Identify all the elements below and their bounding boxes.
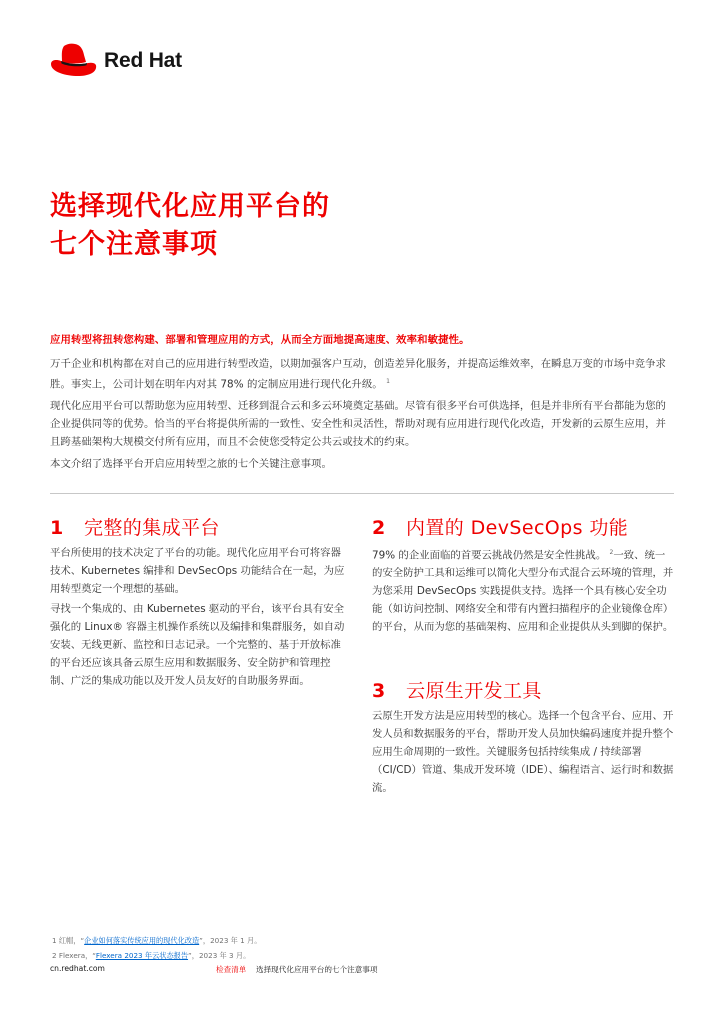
brand-logo[interactable] (50, 42, 182, 80)
footnote-1-link[interactable]: 企业如何落实传统应用的现代化改造 (84, 936, 200, 945)
brand-name: Red Hat (104, 49, 182, 72)
section-2-paragraph (372, 544, 674, 636)
footnote-1-quote-close: ” (199, 936, 203, 945)
intro-paragraph-2: 现代化应用平台可以帮助您为应用转型、迁移到混合云和多云环境奠定基础。尽管有很多平台可供选择，但是并非所有平台都能为您的企业提供同等的优势。恰当的平台将提供所需的一致性、安全性和灵活性，帮助对现有应用进行现代化改造，开发新的云原生应用，并且跨基础架构大规模交付所有应用，而且不会使您受特定公共云或技术的约束。 (50, 400, 666, 448)
section-2-text-b: 一致、统一的安全防护工具和运维可以简化大型分布式混合云环境的管理，并为您采用 DevSecOps 实践提供支持。选择一个具有核心安全功能（如访问控制、网络安全和带有内置扫描程序的企业镜像仓库）的平台，从而为您的基础架构、应用和企业提供从头到脚的保护。 (372, 549, 674, 634)
lead-statement: 应用转型将扭转您构建、部署和管理应用的方式，从而全方面地提高速度、效率和敏捷性。 (50, 334, 470, 346)
section-1-number: 1 (50, 517, 64, 539)
title-line-2: 七个注意事项 (50, 229, 218, 260)
section-2-heading (372, 513, 628, 540)
footnote-1-prefix: 1 红帽， (52, 936, 81, 945)
footnote-2-quote-open: “ (92, 951, 96, 960)
footnote-1 (52, 933, 261, 948)
section-2-title: 内置的 DevSecOps 功能 (406, 517, 629, 539)
page-title (50, 188, 650, 264)
intro-paragraph-1 (50, 355, 675, 393)
footnote-2-quote-close: ” (188, 951, 192, 960)
section-divider (50, 493, 674, 494)
section-3-heading (372, 676, 542, 703)
section-1-paragraph-1: 平台所使用的技术决定了平台的功能。现代化应用平台可将容器技术、Kubernetes 编排和 DevSecOps 功能结合在一起，为应用转型奠定一个理想的基础。 (50, 547, 345, 595)
footnotes (52, 933, 261, 963)
section-2-number: 2 (372, 517, 386, 539)
intro-paragraph-1-text: 万千企业和机构都在对自己的应用进行转型改造，以期加强客户互动，创造差异化服务，并提高运维效率，在瞬息万变的市场中竞争求胜。事实上，公司计划在明年内对其 78% 的定制应用进行现代化升级。 (50, 358, 666, 391)
section-3-number: 3 (372, 680, 386, 702)
section-3-title: 云原生开发工具 (406, 680, 542, 702)
section-1-heading (50, 513, 220, 540)
footer-website-link[interactable]: cn.redhat.com (50, 964, 105, 973)
section-3-paragraph: 云原生开发方法是应用转型的核心。选择一个包含平台、应用、开发人员和数据服务的平台，帮助开发人员加快编码速度并提升整个应用生命周期的一致性。关键服务包括持续集成 / 持续部署（CI/CD）管道、集成开发环境（IDE）、编程语言、运行时和数据流。 (372, 710, 674, 794)
section-1-title: 完整的集成平台 (84, 517, 220, 539)
footnote-2-prefix: 2 Flexera， (52, 951, 93, 960)
section-2-text-a: 79% 的企业面临的首要云挑战仍然是安全性挑战。 (372, 549, 607, 562)
footnote-2-link[interactable]: Flexera 2023 年云状态报告 (95, 951, 189, 960)
red-hat-fedora-icon (50, 42, 98, 80)
footnote-2-suffix: ，2023 年 3 月。 (191, 951, 251, 960)
footnote-2 (52, 948, 261, 963)
footer-doc-title: 选择现代化应用平台的七个注意事项 (256, 965, 378, 974)
footnote-ref-1[interactable]: 1 (386, 378, 390, 385)
footnote-ref-2[interactable]: 2 (609, 549, 614, 556)
title-line-1: 选择现代化应用平台的 (50, 191, 330, 222)
footer-doc-type: 检查清单 (216, 965, 247, 974)
footnote-1-quote-open: “ (80, 936, 85, 945)
intro-paragraph-3: 本文介绍了选择平台开启应用转型之旅的七个关键注意事项。 (50, 458, 332, 470)
footnote-1-suffix: ，2023 年 1 月。 (202, 936, 262, 945)
section-1-paragraph-2: 寻找一个集成的、由 Kubernetes 驱动的平台，该平台具有安全强化的 Linux® 容器主机操作系统以及编排和集群服务，如自动安装、无线更新、监控和日志记录。一个完整的、基于开放标准的平台还应该具备云原生应用和数据服务、安全防护和管理控制、广泛的集成功能以及开发人员友好的自助服务界面。 (50, 603, 345, 687)
